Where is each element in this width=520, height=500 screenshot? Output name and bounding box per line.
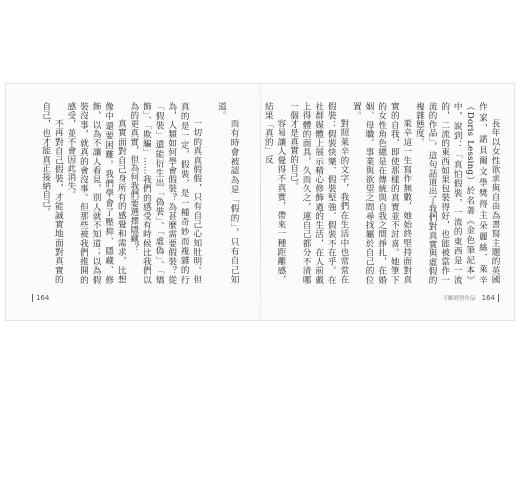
paragraph: 容易讓人覺得不真實，帶來一種距離感，結果「真的」反 <box>263 102 286 284</box>
paragraph: 一切的真真假假，只有自己心知肚明。但真的是一定，假裝，是一種奇妙而複雜的行為，人類如何學會假裝？為甚麼需要假裝？從「假裝」還能衍生出「偽裝」、「虛偽」、「矯飾」、「欺騙」……我們的感受有時候比我們以為的更真實，但為何我們要選擇隱藏？ <box>128 102 202 284</box>
left-page <box>6 84 260 320</box>
right-page <box>261 84 515 320</box>
book-spread <box>6 84 514 320</box>
right-body-text <box>263 102 501 284</box>
paragraph: 萊辛這一生寫作無數，她始終堅持面對真實的自我，即使那樣的真實並不討喜。她筆下的女性角色總是在傳統與自我之間掙扎，在婚姻、母職、事業與欲望之間尋找屬於自己的位置。 <box>351 102 412 284</box>
paragraph: 不再對自己假裝，才能誠實地面對真實的自己，也才能真正接納自己。 <box>40 102 64 284</box>
paragraph: 對照萊辛的文字，我們在生活中也常常在假裝：假裝快樂、假裝堅強、假裝不在乎。在社群媒體上展示精心修飾過的生活，在人前戴上得體的面具，久而久之，連自己都分不清哪一個才是真實的自己。 <box>288 102 349 284</box>
running-head: 不斷經營作品 <box>442 296 476 302</box>
paragraph: 而有時會被認為是「假的」，只有自己知道。 <box>216 102 239 284</box>
paragraph: 真實面對自己身所有的感覺和需求，比想像中還要困難。我們學會了壓抑、隱藏、修飾，以為不讓人看見，別人就不知道；以為假裝沒事，就真的會沒事。但那些被我們推開的感受，並不會因此消失。 <box>65 102 127 284</box>
left-folio <box>32 294 49 302</box>
folio-rule <box>498 294 499 302</box>
page-number: 164 <box>481 294 495 302</box>
paragraph: 長年以女性欲求與自由為書寫主題的英國作家，諾貝爾文學獎得主朵麗絲．萊辛（Doris Lessing）於名著《金色筆記本》中，說到：「真怕假裝，一流的東西是一流的，二流的東西如果包裝得好，也能被當作一流的作品」，這句話道出了我們對真實與虛假的複雜態度。 <box>414 102 500 284</box>
page-number: 164 <box>36 294 50 302</box>
folio-rule <box>32 294 33 302</box>
right-folio <box>443 294 499 302</box>
left-body-text <box>24 102 240 284</box>
